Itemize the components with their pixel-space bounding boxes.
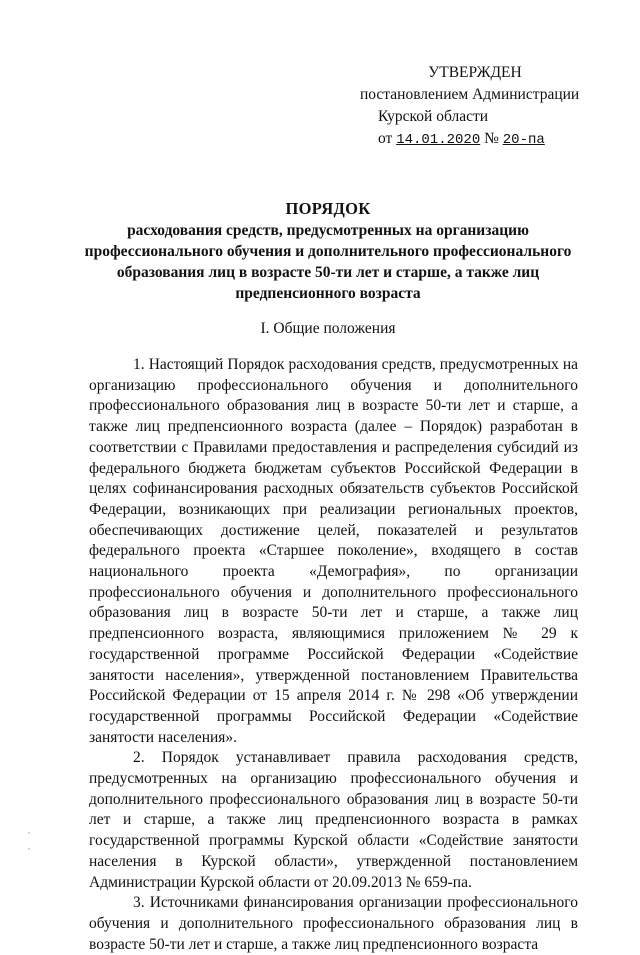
approval-number: 20-па	[502, 132, 545, 148]
paragraph-3: 3. Источниками финансирования организации профессионального обучения и дополнительного профессионального образования лиц в возрасте 50-ти лет и старше, а также лиц предпенсионного возраста	[89, 894, 578, 953]
approval-line-2: Курской области	[378, 108, 489, 125]
approval-date: 14.01.2020	[396, 132, 481, 148]
approval-date-prefix: от	[378, 130, 393, 147]
document-title: ПОРЯДОК	[285, 199, 371, 218]
document-body	[89, 355, 578, 955]
document-subtitle: расходования средств, предусмотренных на организацию профессионального обучения и дополнительного профессионального образования лиц в возрасте 50-ти лет и старше, а также лиц предпенсионного возраста	[84, 222, 572, 302]
paragraph-1: 1. Настоящий Порядок расходования средств, предусмотренных на организацию профессионального обучения и дополнительного профессионального образования лиц в возрасте 50-ти лет и старше, а также лиц предпенсионного возраста (далее – Порядок) разработан в соответствии с Правилами предоставления и распределения субсидий из федерального бюджета бюджетам субъектов Российской Федерации в целях софинансирования расходных обязательств субъектов Российской Федерации, возникающих при реализации региональных проектов, обеспечивающих достижение целей, показателей и результатов федерального проекта «Старшее поколение», входящего в состав национального проекта «Демография», по организации профессионального обучения и дополнительного профессионального образования лиц в возрасте 50-ти лет и старше, а также лиц предпенсионного возраста, являющимися приложением № 29 к государственной программе Российской Федерации «Содействие занятости населения», утвержденной постановлением Правительства Российской Федерации от 15 апреля 2014 г. № 298 «Об утверждении государственной программы Российской Федерации «Содействие занятости населения».	[89, 356, 578, 746]
scan-speck	[28, 832, 30, 834]
approval-title: УТВЕРЖДЕН	[428, 64, 522, 81]
approval-date-line	[360, 128, 590, 151]
scan-speck	[28, 848, 30, 850]
document-heading	[78, 198, 578, 304]
approval-line-1: постановлением Администрации	[360, 86, 580, 103]
section-title: I. Общие положения	[260, 320, 396, 337]
paragraph-2: 2. Порядок устанавливает правила расходования средств, предусмотренных на организацию профессионального обучения и дополнительного профессионального образования лиц в возрасте 50-ти лет и старше, а также лиц предпенсионного возраста в рамках государственной программы Курской области «Содействие занятости населения в Курской области», утвержденной постановлением Администрации Курской области от 20.09.2013 № 659-па.	[89, 749, 578, 891]
approval-number-sign: №	[484, 130, 499, 147]
approval-stamp	[360, 62, 590, 151]
